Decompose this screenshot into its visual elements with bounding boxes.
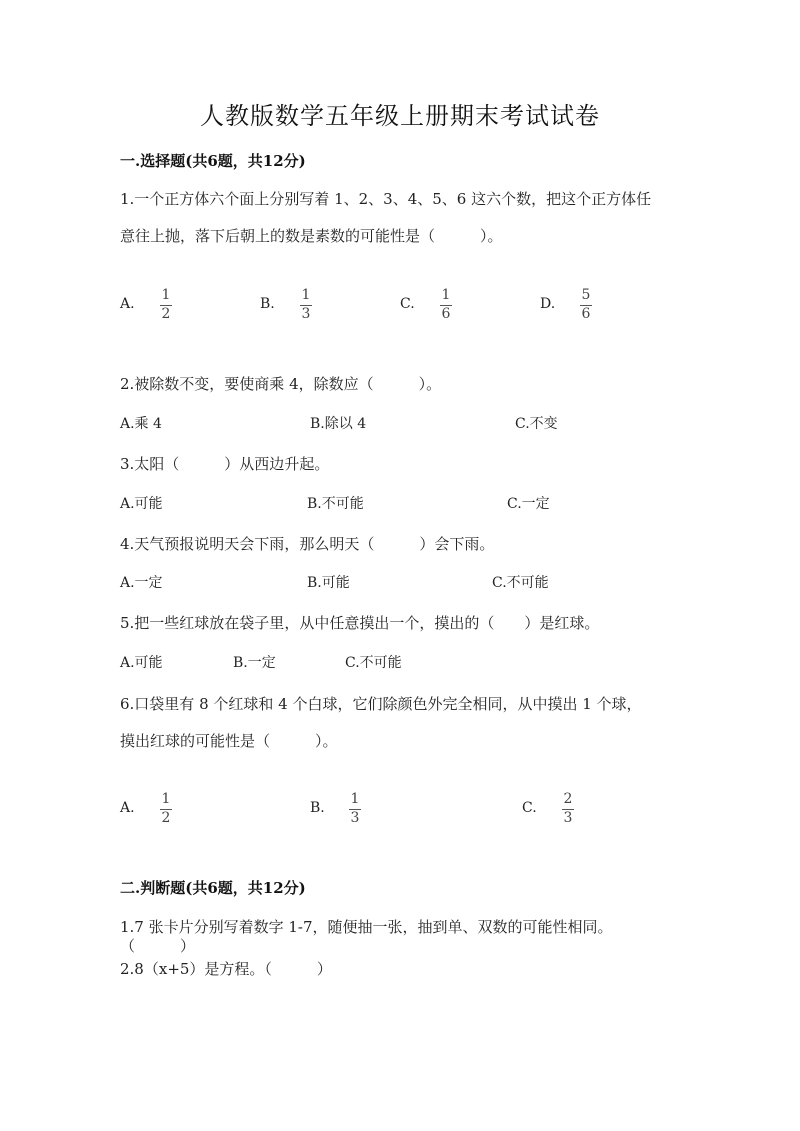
option-b: B.可能 — [307, 575, 350, 591]
option-letter: C. — [400, 296, 415, 312]
option-c: C.不可能 — [345, 655, 402, 671]
fraction-denominator: 6 — [441, 306, 451, 322]
question-2: 2.被除数不变，要使商乘 4，除数应（ ）。 — [120, 375, 442, 393]
option-b: B.一定 — [233, 655, 276, 671]
option-fraction — [160, 792, 172, 826]
fraction-denominator: 3 — [350, 810, 360, 826]
question-6-line-2: 摸出红球的可能性是（ ）。 — [120, 732, 338, 750]
option-letter: A. — [120, 800, 135, 816]
option-fraction — [160, 288, 172, 322]
fraction-denominator: 2 — [161, 810, 171, 826]
fraction-numerator: 1 — [301, 287, 311, 303]
option-a: A.一定 — [120, 575, 163, 591]
page-title: 人教版数学五年级上册期末考试试卷 — [200, 102, 600, 130]
fraction-numerator: 5 — [581, 287, 591, 303]
option-c: C.不变 — [515, 416, 558, 432]
section-heading-choice: 一.选择题(共6题，共12分) — [120, 152, 306, 170]
fraction-denominator: 3 — [563, 810, 573, 826]
fraction-denominator: 3 — [301, 306, 311, 322]
option-letter: A. — [120, 296, 135, 312]
fraction-numerator: 2 — [563, 791, 573, 807]
option-b: B.除以 4 — [310, 416, 367, 432]
question-1-line-2: 意往上抛，落下后朝上的数是素数的可能性是（ ）。 — [120, 227, 503, 245]
option-fraction — [440, 288, 452, 322]
option-a: A.乘 4 — [120, 416, 162, 432]
option-c: C.不可能 — [492, 575, 549, 591]
fraction-denominator: 6 — [581, 306, 591, 322]
question-1-line-1: 1.一个正方体六个面上分别写着 1、2、3、4、5、6 这六个数，把这个正方体任 — [120, 190, 652, 208]
option-letter: B. — [310, 800, 325, 816]
tf-question-1-line-1: 1.7 张卡片分别写着数字 1-7，随便抽一张，抽到单、双数的可能性相同。 — [120, 918, 613, 936]
tf-question-1-line-2: （ ） — [120, 937, 196, 955]
option-fraction — [300, 288, 312, 322]
option-c: C.一定 — [507, 496, 550, 512]
option-letter: D. — [540, 296, 556, 312]
option-letter: C. — [522, 800, 537, 816]
option-fraction — [580, 288, 592, 322]
fraction-denominator: 2 — [161, 306, 171, 322]
option-a: A.可能 — [120, 655, 163, 671]
fraction-numerator: 1 — [441, 287, 451, 303]
question-6-line-1: 6.口袋里有 8 个红球和 4 个白球，它们除颜色外完全相同，从中摸出 1 个球， — [120, 695, 642, 713]
option-letter: B. — [260, 296, 275, 312]
question-4: 4.天气预报说明天会下雨，那么明天（ ）会下雨。 — [120, 535, 495, 553]
tf-question-2: 2.8（x+5）是方程。（ ） — [120, 960, 332, 978]
fraction-numerator: 1 — [161, 791, 171, 807]
option-fraction — [349, 792, 361, 826]
option-b: B.不可能 — [307, 496, 364, 512]
section-heading-true-false: 二.判断题(共6题，共12分) — [120, 879, 306, 897]
option-fraction — [562, 792, 574, 826]
option-a: A.可能 — [120, 496, 163, 512]
question-5: 5.把一些红球放在袋子里，从中任意摸出一个，摸出的（ ）是红球。 — [120, 614, 600, 632]
fraction-numerator: 1 — [161, 287, 171, 303]
question-3: 3.太阳（ ）从西边升起。 — [120, 455, 330, 473]
fraction-numerator: 1 — [350, 791, 360, 807]
